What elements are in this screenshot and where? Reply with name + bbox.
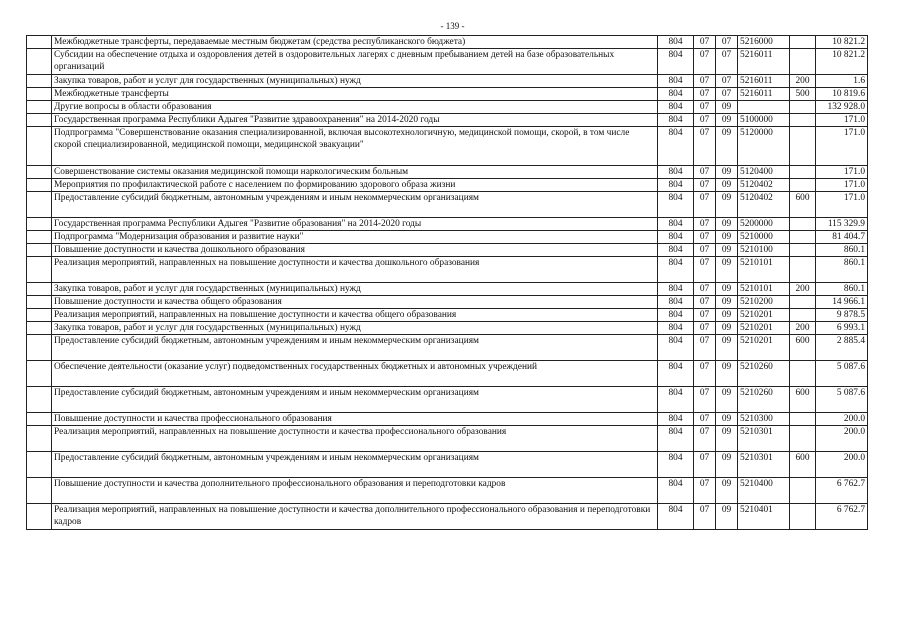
row-subsection: 09 [716, 166, 738, 179]
table-row [27, 101, 868, 114]
row-section: 07 [694, 218, 716, 231]
row-target-article: 5120400 [738, 166, 790, 179]
row-name-text: Закупка товаров, работ и услуг для государственных (муниципальных) нужд [54, 323, 361, 333]
row-amount: 81 404.7 [816, 231, 868, 244]
row-name-text: Реализация мероприятий, направленных на повышение доступности и качества профессионального образования [54, 427, 507, 437]
row-ministry-code: 804 [658, 244, 694, 257]
row-target-article: 5216011 [738, 88, 790, 101]
row-section: 07 [694, 88, 716, 101]
row-number-cell [27, 452, 52, 478]
row-ministry-code: 804 [658, 452, 694, 478]
row-number-cell [27, 426, 52, 452]
row-section: 07 [694, 283, 716, 296]
table-row [27, 114, 868, 127]
row-name [52, 426, 658, 452]
row-section: 07 [694, 179, 716, 192]
row-number-cell [27, 309, 52, 322]
row-subsection: 09 [716, 218, 738, 231]
row-name-text: Предоставление субсидий бюджетным, автономным учреждениям и иным некоммерческим организациям [54, 388, 479, 398]
row-number-cell [27, 36, 52, 49]
table-row [27, 244, 868, 257]
table-row [27, 36, 868, 49]
row-name-text: Совершенствование системы оказания медицинской помощи наркологическим больным [54, 167, 409, 177]
row-name [52, 504, 658, 530]
row-ministry-code: 804 [658, 231, 694, 244]
row-expense-type: 600 [790, 387, 816, 413]
row-target-article: 5210100 [738, 244, 790, 257]
row-name-text: Государственная программа Республики Адыгея "Развитие здравоохранения" на 2014-2020 годы [54, 115, 440, 125]
row-name-text: Государственная программа Республики Адыгея "Развитие образования" на 2014-2020 годы [54, 219, 422, 229]
row-number-cell [27, 504, 52, 530]
row-name-text: Закупка товаров, работ и услуг для государственных (муниципальных) нужд [54, 284, 361, 294]
row-number-cell [27, 335, 52, 361]
row-section: 07 [694, 49, 716, 75]
row-number-cell [27, 283, 52, 296]
row-target-article: 5210401 [738, 504, 790, 530]
row-target-article: 5210200 [738, 296, 790, 309]
row-name [52, 387, 658, 413]
page-number: - 139 - [440, 21, 465, 31]
row-subsection: 07 [716, 88, 738, 101]
row-amount: 2 885.4 [816, 335, 868, 361]
row-target-article: 5210101 [738, 283, 790, 296]
row-amount: 5 087.6 [816, 361, 868, 387]
row-target-article: 5120402 [738, 179, 790, 192]
row-ministry-code: 804 [658, 192, 694, 218]
row-subsection: 09 [716, 322, 738, 335]
row-ministry-code: 804 [658, 179, 694, 192]
row-name [52, 244, 658, 257]
row-amount: 1.6 [816, 75, 868, 88]
row-name-text: Повышение доступности и качества дошкольного образования [54, 245, 305, 255]
row-target-article: 5210301 [738, 452, 790, 478]
row-expense-type [790, 179, 816, 192]
row-amount: 171.0 [816, 179, 868, 192]
table-row [27, 179, 868, 192]
table-row [27, 322, 868, 335]
row-subsection: 09 [716, 504, 738, 530]
table-row [27, 75, 868, 88]
row-name-text: Межбюджетные трансферты, передаваемые местным бюджетам (средства республиканского бюджета) [54, 37, 466, 47]
row-number-cell [27, 413, 52, 426]
row-subsection: 09 [716, 478, 738, 504]
table-row [27, 127, 868, 166]
table-row [27, 504, 868, 530]
row-subsection: 09 [716, 335, 738, 361]
table-row [27, 361, 868, 387]
row-ministry-code: 804 [658, 296, 694, 309]
row-target-article: 5120402 [738, 192, 790, 218]
row-amount: 200.0 [816, 426, 868, 452]
row-subsection: 09 [716, 426, 738, 452]
row-section: 07 [694, 335, 716, 361]
row-name [52, 88, 658, 101]
row-ministry-code: 804 [658, 127, 694, 166]
row-name [52, 322, 658, 335]
row-name-text: Обеспечение деятельности (оказание услуг) подведомственных государственных бюджетных и автономных учреждений [54, 362, 537, 372]
row-expense-type: 600 [790, 192, 816, 218]
row-name-text: Другие вопросы в области образования [54, 102, 212, 112]
row-name-text: Подпрограмма "Совершенствование оказания специализированной, включая высокотехнологичную, медицинской помощи, скорой, в том числе скорой специализированной, медицинской помощи, медицинской эвакуации" [54, 128, 630, 150]
row-ministry-code: 804 [658, 218, 694, 231]
row-subsection: 07 [716, 36, 738, 49]
row-amount: 10 821.2 [816, 36, 868, 49]
row-target-article: 5210260 [738, 361, 790, 387]
row-name-text: Подпрограмма "Модернизация образования и развитие науки" [54, 232, 304, 242]
row-target-article: 5120000 [738, 127, 790, 166]
row-amount: 9 878.5 [816, 309, 868, 322]
row-name [52, 192, 658, 218]
row-target-article: 5210201 [738, 322, 790, 335]
row-expense-type [790, 101, 816, 114]
row-number-cell [27, 322, 52, 335]
row-name [52, 218, 658, 231]
row-ministry-code: 804 [658, 166, 694, 179]
row-target-article: 5100000 [738, 114, 790, 127]
row-number-cell [27, 218, 52, 231]
table-row [27, 387, 868, 413]
row-expense-type [790, 114, 816, 127]
budget-table-body [27, 36, 868, 530]
row-subsection: 09 [716, 452, 738, 478]
table-row [27, 88, 868, 101]
row-section: 07 [694, 36, 716, 49]
row-ministry-code: 804 [658, 504, 694, 530]
row-section: 07 [694, 296, 716, 309]
table-row [27, 296, 868, 309]
row-subsection: 07 [716, 75, 738, 88]
row-number-cell [27, 179, 52, 192]
row-subsection: 09 [716, 283, 738, 296]
row-amount: 171.0 [816, 192, 868, 218]
row-section: 07 [694, 101, 716, 114]
row-name-text: Повышение доступности и качества общего образования [54, 297, 282, 307]
row-expense-type [790, 166, 816, 179]
row-ministry-code: 804 [658, 283, 694, 296]
row-name [52, 49, 658, 75]
row-name [52, 309, 658, 322]
row-number-cell [27, 75, 52, 88]
row-number-cell [27, 231, 52, 244]
row-name-text: Предоставление субсидий бюджетным, автономным учреждениям и иным некоммерческим организациям [54, 453, 479, 463]
row-section: 07 [694, 322, 716, 335]
row-subsection: 09 [716, 192, 738, 218]
row-target-article: 5210201 [738, 335, 790, 361]
row-subsection: 09 [716, 127, 738, 166]
table-row [27, 257, 868, 283]
budget-table [26, 35, 868, 530]
table-row [27, 413, 868, 426]
row-section: 07 [694, 114, 716, 127]
row-number-cell [27, 88, 52, 101]
table-row [27, 309, 868, 322]
row-subsection: 09 [716, 114, 738, 127]
row-name [52, 101, 658, 114]
row-section: 07 [694, 192, 716, 218]
row-amount: 115 329.9 [816, 218, 868, 231]
row-number-cell [27, 244, 52, 257]
row-name [52, 179, 658, 192]
row-expense-type [790, 218, 816, 231]
row-expense-type [790, 49, 816, 75]
table-row [27, 335, 868, 361]
row-expense-type [790, 361, 816, 387]
row-amount: 171.0 [816, 127, 868, 166]
row-target-article: 5200000 [738, 218, 790, 231]
row-ministry-code: 804 [658, 387, 694, 413]
row-name [52, 361, 658, 387]
row-name-text: Повышение доступности и качества дополнительного профессионального образования и переподготовки кадров [54, 479, 506, 489]
row-number-cell [27, 101, 52, 114]
row-target-article: 5216000 [738, 36, 790, 49]
row-name-text: Повышение доступности и качества профессионального образования [54, 414, 332, 424]
row-expense-type: 200 [790, 322, 816, 335]
row-amount: 860.1 [816, 257, 868, 283]
row-amount: 200.0 [816, 413, 868, 426]
row-amount: 10 819.6 [816, 88, 868, 101]
row-ministry-code: 804 [658, 49, 694, 75]
row-expense-type [790, 257, 816, 283]
row-target-article: 5216011 [738, 49, 790, 75]
row-subsection: 09 [716, 244, 738, 257]
row-subsection: 09 [716, 309, 738, 322]
table-row [27, 426, 868, 452]
row-section: 07 [694, 75, 716, 88]
table-row [27, 218, 868, 231]
row-number-cell [27, 114, 52, 127]
row-amount: 5 087.6 [816, 387, 868, 413]
row-target-article: 5210000 [738, 231, 790, 244]
row-expense-type [790, 426, 816, 452]
row-name [52, 36, 658, 49]
row-ministry-code: 804 [658, 257, 694, 283]
row-subsection: 07 [716, 49, 738, 75]
row-ministry-code: 804 [658, 75, 694, 88]
row-expense-type [790, 36, 816, 49]
row-section: 07 [694, 478, 716, 504]
row-amount: 860.1 [816, 244, 868, 257]
row-name [52, 283, 658, 296]
row-subsection: 09 [716, 179, 738, 192]
row-name [52, 296, 658, 309]
row-expense-type [790, 478, 816, 504]
row-number-cell [27, 166, 52, 179]
row-name [52, 114, 658, 127]
row-section: 07 [694, 127, 716, 166]
row-subsection: 09 [716, 257, 738, 283]
row-ministry-code: 804 [658, 478, 694, 504]
row-amount: 14 966.1 [816, 296, 868, 309]
row-target-article: 5210101 [738, 257, 790, 283]
row-number-cell [27, 296, 52, 309]
row-name-text: Мероприятия по профилактической работе с населением по формированию здорового образа жизни [54, 180, 456, 190]
row-section: 07 [694, 413, 716, 426]
row-name-text: Субсидии на обеспечение отдыха и оздоровления детей в оздоровительных лагерях с дневным пребыванием детей на базе образовательных организаций [54, 50, 615, 72]
row-amount: 132 928.0 [816, 101, 868, 114]
row-section: 07 [694, 387, 716, 413]
row-name-text: Предоставление субсидий бюджетным, автономным учреждениям и иным некоммерческим организациям [54, 193, 479, 203]
row-name-text: Межбюджетные трансферты [54, 89, 169, 99]
row-ministry-code: 804 [658, 114, 694, 127]
table-row [27, 283, 868, 296]
table-row [27, 166, 868, 179]
row-expense-type [790, 296, 816, 309]
row-number-cell [27, 127, 52, 166]
row-expense-type [790, 231, 816, 244]
row-number-cell [27, 478, 52, 504]
row-name [52, 127, 658, 166]
row-expense-type [790, 127, 816, 166]
row-target-article: 5210400 [738, 478, 790, 504]
row-ministry-code: 804 [658, 361, 694, 387]
row-name-text: Закупка товаров, работ и услуг для государственных (муниципальных) нужд [54, 76, 361, 86]
row-name [52, 257, 658, 283]
row-ministry-code: 804 [658, 309, 694, 322]
row-target-article: 5210201 [738, 309, 790, 322]
row-number-cell [27, 49, 52, 75]
row-section: 07 [694, 504, 716, 530]
row-name-text: Предоставление субсидий бюджетным, автономным учреждениям и иным некоммерческим организациям [54, 336, 479, 346]
row-amount: 200.0 [816, 452, 868, 478]
row-section: 07 [694, 257, 716, 283]
row-ministry-code: 804 [658, 335, 694, 361]
row-name [52, 166, 658, 179]
row-name [52, 452, 658, 478]
row-amount: 6 762.7 [816, 504, 868, 530]
row-target-article: 5216011 [738, 75, 790, 88]
row-subsection: 09 [716, 296, 738, 309]
table-row [27, 192, 868, 218]
row-name [52, 231, 658, 244]
row-subsection: 09 [716, 387, 738, 413]
table-row [27, 231, 868, 244]
table-row [27, 478, 868, 504]
row-number-cell [27, 257, 52, 283]
row-ministry-code: 804 [658, 88, 694, 101]
row-expense-type: 200 [790, 283, 816, 296]
row-expense-type [790, 413, 816, 426]
row-expense-type [790, 244, 816, 257]
row-ministry-code: 804 [658, 322, 694, 335]
row-name [52, 413, 658, 426]
row-ministry-code: 804 [658, 413, 694, 426]
row-section: 07 [694, 244, 716, 257]
row-subsection: 09 [716, 413, 738, 426]
row-name [52, 335, 658, 361]
row-ministry-code: 804 [658, 426, 694, 452]
row-name [52, 75, 658, 88]
row-name-text: Реализация мероприятий, направленных на повышение доступности и качества дошкольного образования [54, 258, 480, 268]
row-target-article: 5210301 [738, 426, 790, 452]
row-section: 07 [694, 361, 716, 387]
row-ministry-code: 804 [658, 101, 694, 114]
row-expense-type: 500 [790, 88, 816, 101]
row-ministry-code: 804 [658, 36, 694, 49]
row-number-cell [27, 192, 52, 218]
row-subsection: 09 [716, 361, 738, 387]
table-row [27, 49, 868, 75]
row-expense-type: 600 [790, 335, 816, 361]
row-number-cell [27, 387, 52, 413]
row-name [52, 478, 658, 504]
row-target-article: 5210300 [738, 413, 790, 426]
row-amount: 10 821.2 [816, 49, 868, 75]
row-subsection: 09 [716, 101, 738, 114]
row-subsection: 09 [716, 231, 738, 244]
row-section: 07 [694, 452, 716, 478]
row-target-article: 5210260 [738, 387, 790, 413]
row-amount: 860.1 [816, 283, 868, 296]
row-target-article [738, 101, 790, 114]
row-expense-type: 600 [790, 452, 816, 478]
row-section: 07 [694, 309, 716, 322]
row-section: 07 [694, 231, 716, 244]
row-section: 07 [694, 426, 716, 452]
row-expense-type [790, 309, 816, 322]
table-row [27, 452, 868, 478]
row-amount: 6 762.7 [816, 478, 868, 504]
row-amount: 6 993.1 [816, 322, 868, 335]
row-number-cell [27, 361, 52, 387]
row-name-text: Реализация мероприятий, направленных на повышение доступности и качества дополнительного профессионального образования и переподготовки кадров [54, 505, 651, 527]
row-section: 07 [694, 166, 716, 179]
row-expense-type [790, 504, 816, 530]
row-name-text: Реализация мероприятий, направленных на повышение доступности и качества общего образования [54, 310, 457, 320]
row-expense-type: 200 [790, 75, 816, 88]
row-amount: 171.0 [816, 166, 868, 179]
row-amount: 171.0 [816, 114, 868, 127]
